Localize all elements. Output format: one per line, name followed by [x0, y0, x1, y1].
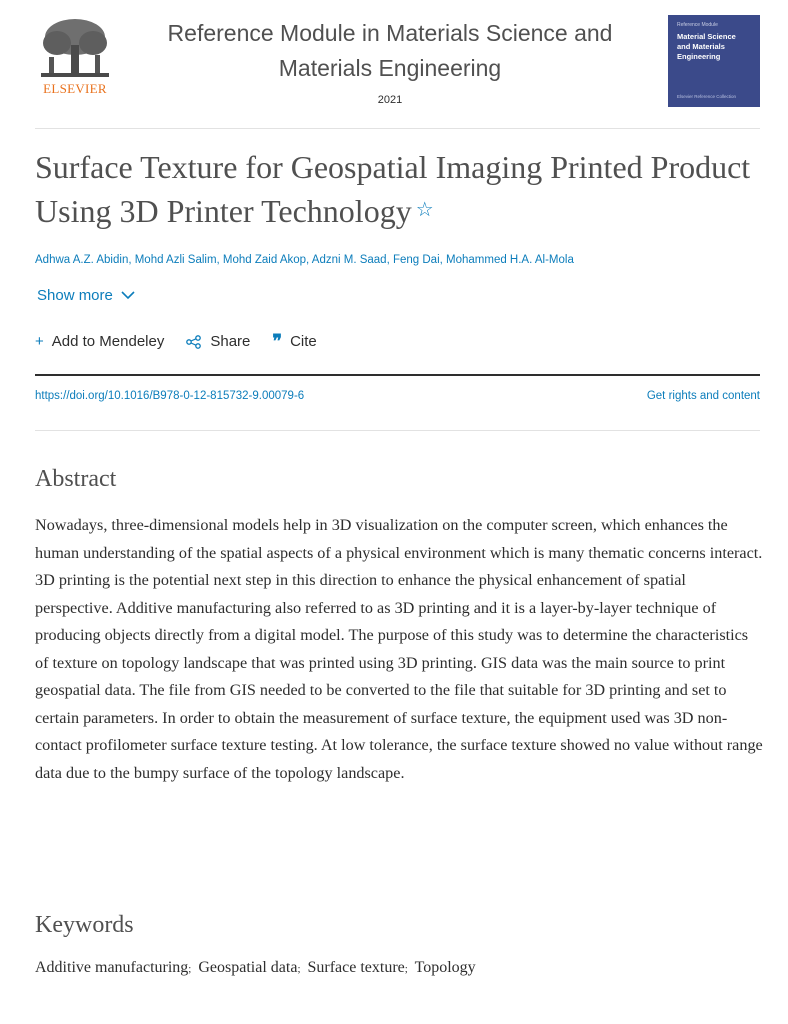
keyword-list: Additive manufacturing; Geospatial data; Surface texture; Topology	[35, 959, 476, 976]
plus-icon: +	[35, 333, 44, 350]
share-icon	[186, 335, 202, 349]
article-actions	[35, 331, 339, 352]
share-label: Share	[210, 333, 251, 350]
journal-title-line-1[interactable]: Reference Module in Materials Science and	[167, 20, 613, 46]
cover-footer: Elsevier Reference Collection	[677, 94, 737, 99]
cover-title: Material Science and Materials Engineering	[677, 32, 736, 61]
rights-link[interactable]: Get rights and content	[646, 390, 760, 402]
section-divider	[35, 430, 760, 431]
journal-cover-image[interactable]	[668, 15, 760, 107]
cite-button[interactable]	[272, 331, 316, 352]
journal-header	[140, 16, 640, 106]
keyword-item[interactable]: Geospatial data	[198, 959, 298, 976]
quote-icon: ❞	[272, 331, 283, 351]
cite-label: Cite	[290, 333, 317, 350]
chevron-down-icon	[121, 291, 135, 300]
doi-link[interactable]: https://doi.org/10.1016/B978-0-12-815732-9.00079-6	[35, 390, 305, 402]
show-more-label: Show more	[37, 287, 113, 304]
header-divider	[35, 128, 760, 129]
keyword-item[interactable]: Surface texture	[307, 959, 405, 976]
add-to-mendeley-button[interactable]	[35, 333, 164, 350]
publication-year: 2021	[377, 94, 403, 106]
author-list[interactable]: Adhwa A.Z. Abidin, Mohd Azli Salim, Mohd Zaid Akop, Adzni M. Saad, Feng Dai, Mohammed H.A. Al-Mola	[35, 254, 574, 266]
article-title	[35, 146, 755, 233]
cover-series-label: Reference Module	[677, 22, 718, 28]
share-button[interactable]	[186, 333, 250, 350]
article-title-text: Surface Texture for Geospatial Imaging Printed Product Using 3D Printer Technology	[35, 149, 751, 229]
keyword-item[interactable]: Topology	[414, 959, 476, 976]
keyword-item[interactable]: Additive manufacturing	[35, 959, 189, 976]
star-icon[interactable]: ☆	[415, 199, 434, 221]
abstract-text: Nowadays, three-dimensional models help in 3D visualization on the computer screen, which enhances the human understanding of the spatial aspects of a physical environment which is many thematic concerns interact. 3D printing is the potential next step in this direction to enhance the physical enhancement of spatial perspective. Additive manufacturing also referred to as 3D printing and it is a layer-by-layer technique of producing objects directly from a digital model. The purpose of this study was to determine the characteristics of texture on topology landscape that was printed using 3D printing. GIS data was the main source to print geospatial data. The file from GIS needed to be converted to the file that suitable for 3D printing and set to certain parameters. In order to obtain the measurement of surface texture, the equipment used was 3D non-contact profilometer surface texture testing. At low tolerance, the surface texture showed no value without range data due to the bumpy surface of the topology landscape.	[35, 516, 763, 782]
journal-title-line-2[interactable]: Materials Engineering	[278, 55, 502, 81]
tree-logo-icon	[35, 15, 115, 81]
abstract-heading: Abstract	[35, 466, 117, 492]
doi-divider	[35, 374, 760, 376]
publisher-logo-text: ELSEVIER	[43, 81, 107, 96]
show-more-button[interactable]	[37, 287, 135, 304]
keywords-heading: Keywords	[35, 912, 134, 938]
add-to-mendeley-label: Add to Mendeley	[51, 333, 165, 350]
